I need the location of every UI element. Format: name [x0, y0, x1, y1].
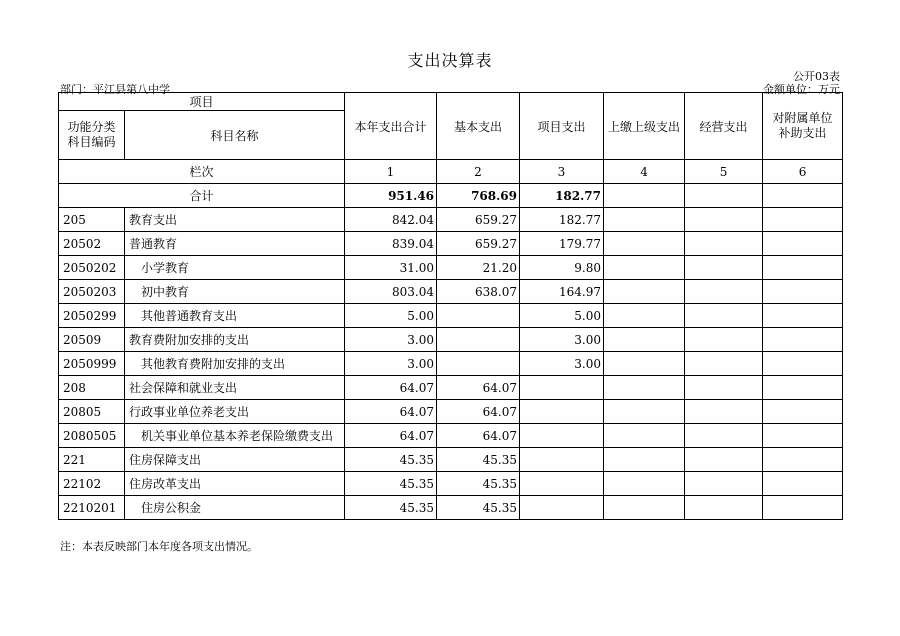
amount-cell: 659.27 [437, 232, 520, 256]
table-row [59, 328, 843, 352]
amount-cell: 45.35 [437, 448, 520, 472]
amount-cell: 45.35 [345, 496, 437, 520]
column-number-label: 栏次 [59, 160, 345, 184]
amount-cell [520, 448, 604, 472]
amount-cell [604, 376, 685, 400]
total-value: 182.77 [520, 184, 604, 208]
amount-cell [604, 328, 685, 352]
subject-code: 205 [59, 208, 125, 232]
table-row [59, 400, 843, 424]
subject-code: 2050202 [59, 256, 125, 280]
subject-code: 221 [59, 448, 125, 472]
total-value: 951.46 [345, 184, 437, 208]
amount-cell [685, 472, 763, 496]
amount-cell [685, 496, 763, 520]
amount-cell [685, 400, 763, 424]
amount-cell [520, 424, 604, 448]
amount-cell [520, 400, 604, 424]
subject-code: 2050203 [59, 280, 125, 304]
table-row [59, 496, 843, 520]
form-number: 公开03表 [793, 70, 840, 83]
table-row [59, 472, 843, 496]
amount-cell: 842.04 [345, 208, 437, 232]
subject-code: 2050299 [59, 304, 125, 328]
amount-cell [763, 400, 843, 424]
subject-name: 其他教育费附加安排的支出 [125, 352, 345, 376]
amount-cell [763, 280, 843, 304]
amount-cell [763, 232, 843, 256]
header-row-group [59, 93, 843, 111]
total-value [685, 184, 763, 208]
amount-cell: 5.00 [345, 304, 437, 328]
column-number: 6 [763, 160, 843, 184]
column-number: 1 [345, 160, 437, 184]
amount-cell [685, 256, 763, 280]
amount-cell: 21.20 [437, 256, 520, 280]
amount-cell: 3.00 [345, 328, 437, 352]
amount-cell: 182.77 [520, 208, 604, 232]
subject-code: 2080505 [59, 424, 125, 448]
header-upper: 上缴上级支出 [604, 93, 685, 160]
column-number: 4 [604, 160, 685, 184]
subject-name: 机关事业单位基本养老保险缴费支出 [125, 424, 345, 448]
table-note: 注：本表反映部门本年度各项支出情况。 [60, 540, 258, 553]
table-row [59, 424, 843, 448]
amount-cell [763, 448, 843, 472]
amount-cell [437, 352, 520, 376]
subject-code: 2050999 [59, 352, 125, 376]
amount-cell [763, 496, 843, 520]
header-code: 功能分类科目编码 [59, 111, 125, 160]
table-row [59, 304, 843, 328]
amount-cell [763, 304, 843, 328]
subject-name: 住房改革支出 [125, 472, 345, 496]
amount-cell [685, 328, 763, 352]
subject-name: 教育支出 [125, 208, 345, 232]
amount-cell: 9.80 [520, 256, 604, 280]
amount-cell [604, 280, 685, 304]
subject-name: 普通教育 [125, 232, 345, 256]
total-label: 合计 [59, 184, 345, 208]
amount-cell: 45.35 [345, 472, 437, 496]
amount-cell [604, 352, 685, 376]
amount-cell [763, 376, 843, 400]
amount-cell [685, 280, 763, 304]
amount-cell [604, 424, 685, 448]
subject-code: 2210201 [59, 496, 125, 520]
amount-cell: 5.00 [520, 304, 604, 328]
amount-cell: 638.07 [437, 280, 520, 304]
amount-cell [763, 352, 843, 376]
table-row [59, 352, 843, 376]
subject-name: 行政事业单位养老支出 [125, 400, 345, 424]
amount-cell [604, 496, 685, 520]
amount-cell: 64.07 [345, 376, 437, 400]
amount-cell [685, 304, 763, 328]
total-value [604, 184, 685, 208]
total-value [763, 184, 843, 208]
amount-cell [763, 472, 843, 496]
amount-cell [685, 208, 763, 232]
column-number: 5 [685, 160, 763, 184]
subject-code: 22102 [59, 472, 125, 496]
table-row [59, 232, 843, 256]
amount-cell: 45.35 [437, 472, 520, 496]
subject-code: 20509 [59, 328, 125, 352]
amount-cell [437, 304, 520, 328]
amount-cell [763, 208, 843, 232]
amount-cell: 64.07 [345, 424, 437, 448]
table-row [59, 256, 843, 280]
column-number: 3 [520, 160, 604, 184]
amount-cell: 64.07 [437, 400, 520, 424]
amount-cell [604, 232, 685, 256]
amount-cell: 64.07 [437, 376, 520, 400]
amount-cell: 179.77 [520, 232, 604, 256]
amount-cell: 839.04 [345, 232, 437, 256]
amount-cell [685, 448, 763, 472]
table-row [59, 448, 843, 472]
amount-cell: 64.07 [437, 424, 520, 448]
total-value: 768.69 [437, 184, 520, 208]
amount-cell: 3.00 [520, 352, 604, 376]
amount-cell: 803.04 [345, 280, 437, 304]
expenditure-table [58, 92, 843, 520]
amount-cell: 3.00 [520, 328, 604, 352]
amount-cell [520, 376, 604, 400]
amount-cell: 64.07 [345, 400, 437, 424]
amount-cell [685, 352, 763, 376]
table-row [59, 280, 843, 304]
subject-name: 教育费附加安排的支出 [125, 328, 345, 352]
subject-code: 20805 [59, 400, 125, 424]
subject-name: 其他普通教育支出 [125, 304, 345, 328]
column-number-row [59, 160, 843, 184]
table-row [59, 376, 843, 400]
amount-cell: 45.35 [437, 496, 520, 520]
subject-name: 小学教育 [125, 256, 345, 280]
subject-name: 社会保障和就业支出 [125, 376, 345, 400]
amount-cell: 3.00 [345, 352, 437, 376]
amount-cell [604, 208, 685, 232]
amount-cell: 164.97 [520, 280, 604, 304]
header-business: 经营支出 [685, 93, 763, 160]
report-title: 支出决算表 [407, 51, 493, 70]
amount-cell [604, 304, 685, 328]
header-item: 项目 [59, 93, 345, 111]
amount-cell [763, 328, 843, 352]
header-total: 本年支出合计 [345, 93, 437, 160]
header-name: 科目名称 [125, 111, 345, 160]
amount-cell [685, 376, 763, 400]
amount-cell [520, 496, 604, 520]
amount-cell [604, 256, 685, 280]
subject-code: 208 [59, 376, 125, 400]
amount-cell [604, 472, 685, 496]
amount-unit-label: 金额单位：万元 [763, 83, 840, 96]
header-project: 项目支出 [520, 93, 604, 160]
amount-cell [437, 328, 520, 352]
amount-cell [520, 472, 604, 496]
amount-cell: 659.27 [437, 208, 520, 232]
header-subsidy: 对附属单位补助支出 [763, 93, 843, 160]
subject-name: 住房保障支出 [125, 448, 345, 472]
subject-name: 住房公积金 [125, 496, 345, 520]
amount-cell [685, 424, 763, 448]
amount-cell [685, 232, 763, 256]
subject-code: 20502 [59, 232, 125, 256]
total-row [59, 184, 843, 208]
amount-cell [604, 448, 685, 472]
amount-cell: 45.35 [345, 448, 437, 472]
column-number: 2 [437, 160, 520, 184]
subject-name: 初中教育 [125, 280, 345, 304]
header-basic: 基本支出 [437, 93, 520, 160]
amount-cell [604, 400, 685, 424]
table-row [59, 208, 843, 232]
amount-cell: 31.00 [345, 256, 437, 280]
amount-cell [763, 424, 843, 448]
department-label: 部门：平江县第八中学 [60, 83, 170, 96]
amount-cell [763, 256, 843, 280]
